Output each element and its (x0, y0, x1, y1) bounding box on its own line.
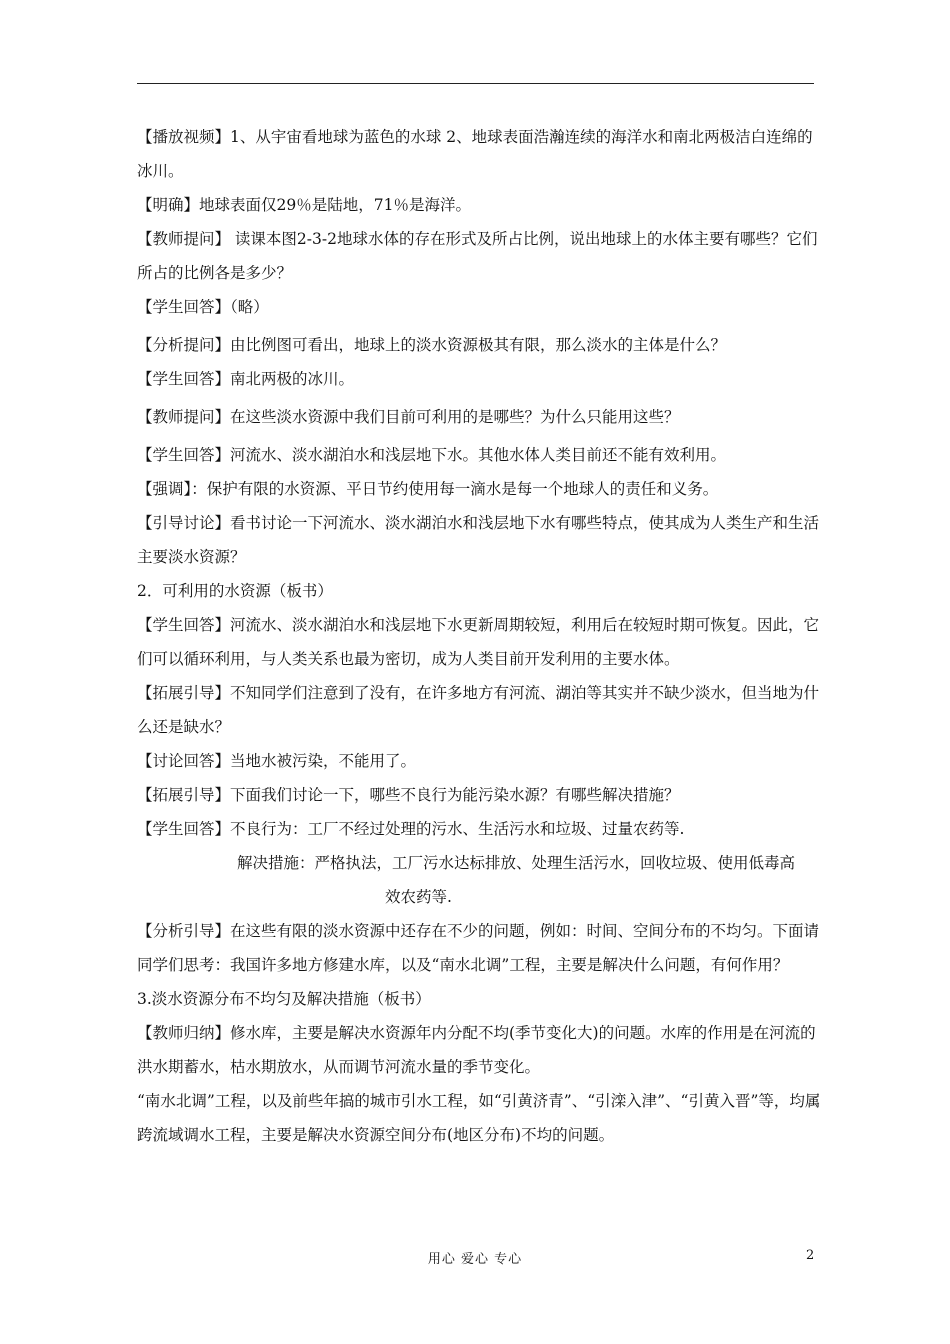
paragraph-student-answer-5: 【学生回答】不良行为：工厂不经过处理的污水、生活污水和垃圾、过量农药等. (137, 820, 685, 838)
paragraph-solutions: 解决措施：严格执法，工厂污水达标排放、处理生活污水，回收垃圾、使用低毒高 (237, 854, 796, 872)
document-body (137, 120, 822, 1152)
page-footer: 用心 爱心 专心 (427, 1252, 523, 1267)
paragraph-student-answer-2: 【学生回答】南北两极的冰川。 (137, 370, 355, 388)
paragraph-student-answer-4: 【学生回答】河流水、淡水湖泊水和浅层地下水更新周期较短，利用后在较短时期可恢复。因此，它们可以循环利用，与人类关系也最为密切，成为人类目前开发利用的主要水体。 (137, 616, 820, 668)
paragraph-analysis-guide: 【分析引导】在这些有限的淡水资源中还存在不少的问题，例如：时间、空间分布的不均匀。下面请同学们思考：我国许多地方修建水库，以及“南水北调”工程，主要是解决什么问题，有何作用？ (137, 922, 820, 974)
paragraph-student-answer-3: 【学生回答】河流水、淡水湖泊水和浅层地下水。其他水体人类目前还不能有效利用。 (137, 446, 727, 464)
paragraph-extension-guide-2: 【拓展引导】下面我们讨论一下，哪些不良行为能污染水源？有哪些解决措施？ (137, 786, 680, 804)
paragraph-emphasis: 【强调】：保护有限的水资源、平日节约使用每一滴水是每一个地球人的责任和义务。 (137, 480, 719, 498)
paragraph-student-answer-1: 【学生回答】（略） (137, 298, 269, 316)
header-rule (137, 83, 814, 84)
section-heading-3: 3.淡水资源分布不均匀及解决措施（板书） (137, 990, 431, 1008)
paragraph-teacher-question-1: 【教师提问】 读课本图2-3-2地球水体的存在形式及所占比例，说出地球上的水体主要有哪些？它们所占的比例各是多少？ (137, 230, 818, 282)
paragraph-teacher-question-2: 【教师提问】在这些淡水资源中我们目前可利用的是哪些？为什么只能用这些？ (137, 408, 680, 426)
page-number: 2 (806, 1248, 815, 1263)
section-heading-2: 2．可利用的水资源（板书） (137, 582, 333, 600)
paragraph-clarify: 【明确】地球表面仅29％是陆地，71％是海洋。 (137, 196, 471, 214)
paragraph-extension-guide-1: 【拓展引导】不知同学们注意到了没有，在许多地方有河流、湖泊等其实并不缺少淡水，但当地为什么还是缺水？ (137, 684, 820, 736)
paragraph-guided-discussion: 【引导讨论】看书讨论一下河流水、淡水湖泊水和浅层地下水有哪些特点，使其成为人类生产和生活主要淡水资源？ (137, 514, 820, 566)
paragraph-video: 【播放视频】1、从宇宙看地球为蓝色的水球 2、地球表面浩瀚连续的海洋水和南北两极洁白连绵的冰川。 (137, 128, 813, 180)
paragraph-analysis-question: 【分析提问】由比例图可看出，地球上的淡水资源极其有限，那么淡水的主体是什么？ (137, 336, 727, 354)
paragraph-water-diversion: “南水北调”工程，以及前些年搞的城市引水工程，如“引黄济青”、“引滦入津”、“引黄入晋”等，均属跨流域调水工程，主要是解决水资源空间分布(地区分布)不均的问题。 (137, 1092, 821, 1144)
paragraph-solutions-cont: 效农药等. (385, 888, 452, 906)
paragraph-teacher-summary: 【教师归纳】修水库，主要是解决水资源年内分配不均(季节变化大)的问题。水库的作用是在河流的洪水期蓄水，枯水期放水，从而调节河流水量的季节变化。 (137, 1024, 816, 1076)
paragraph-discussion-answer: 【讨论回答】当地水被污染，不能用了。 (137, 752, 417, 770)
